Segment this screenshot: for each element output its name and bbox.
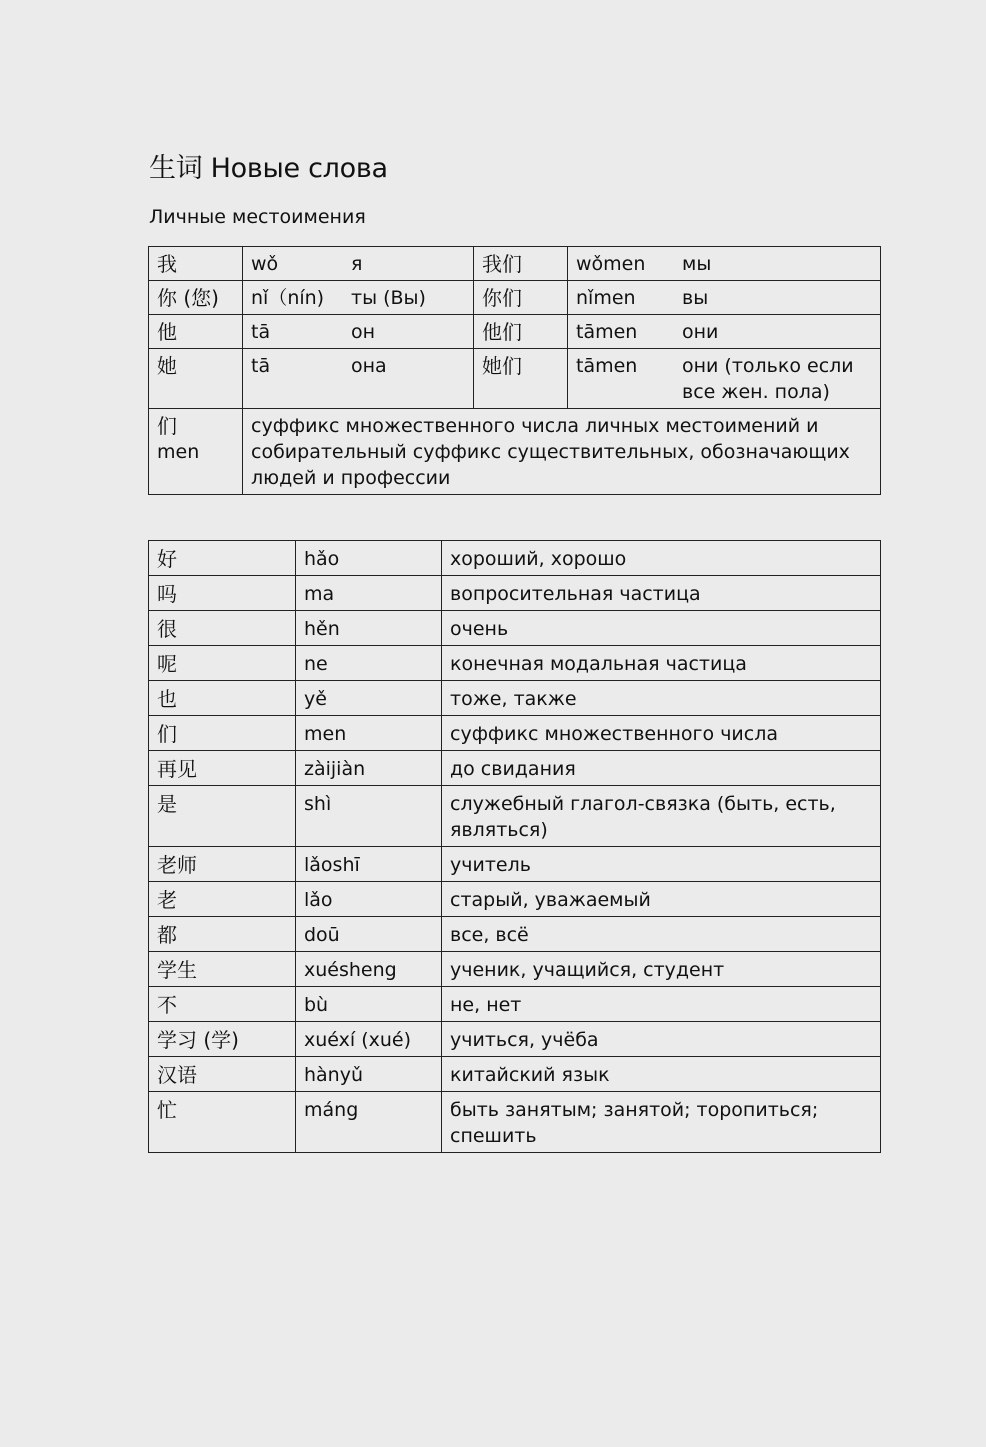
vocab-row [149, 1022, 881, 1057]
vocab-row [149, 611, 881, 646]
plural-pinyin: tāmen [576, 321, 638, 343]
vocab-pinyin: xuésheng [296, 952, 442, 987]
vocab-hanzi: 老师 [149, 847, 296, 882]
meaning: она [351, 355, 387, 377]
vocab-pinyin: lǎoshī [296, 847, 442, 882]
meaning: он [351, 321, 376, 343]
plural-meaning: вы [682, 287, 709, 309]
vocab-hanzi: 吗 [149, 576, 296, 611]
pronoun-row [149, 349, 881, 409]
pronouns-table [148, 246, 881, 495]
vocab-meaning: очень [442, 611, 881, 646]
vocab-hanzi: 都 [149, 917, 296, 952]
vocab-meaning: не, нет [442, 987, 881, 1022]
pronoun-row [149, 281, 881, 315]
pronoun-row [149, 247, 881, 281]
vocab-row [149, 716, 881, 751]
vocab-hanzi: 学生 [149, 952, 296, 987]
vocab-pinyin: men [296, 716, 442, 751]
plural-meaning: они (только если все жен. пола) [682, 355, 854, 403]
vocab-pinyin: ne [296, 646, 442, 681]
pinyin: wǒ [251, 253, 279, 275]
vocab-pinyin: lǎo [296, 882, 442, 917]
vocab-meaning: тоже, также [442, 681, 881, 716]
pronoun-row [149, 315, 881, 349]
vocab-meaning: быть занятым; занятой; торопиться; спешить [442, 1092, 881, 1153]
vocab-hanzi: 老 [149, 882, 296, 917]
plural-meaning: они [682, 321, 719, 343]
vocab-row [149, 1092, 881, 1153]
vocab-meaning: вопросительная частица [442, 576, 881, 611]
vocab-row [149, 681, 881, 716]
plural-pinyin-meaning-cell [568, 247, 881, 281]
vocab-hanzi: 们 [149, 716, 296, 751]
vocab-hanzi: 忙 [149, 1092, 296, 1153]
vocab-pinyin: hànyǔ [296, 1057, 442, 1092]
pinyin-meaning-cell [243, 315, 474, 349]
vocab-pinyin: yě [296, 681, 442, 716]
meaning: я [351, 253, 363, 275]
vocab-row [149, 1057, 881, 1092]
vocab-meaning: суффикс множественного числа [442, 716, 881, 751]
vocab-row [149, 882, 881, 917]
vocab-meaning: служебный глагол-связка (быть, есть, являться) [442, 786, 881, 847]
vocab-row [149, 987, 881, 1022]
pinyin: tā [251, 355, 271, 377]
vocab-meaning: китайский язык [442, 1057, 881, 1092]
vocab-meaning: все, всё [442, 917, 881, 952]
vocab-pinyin: máng [296, 1092, 442, 1153]
plural-hanzi-cell: 她们 [474, 349, 568, 409]
pinyin: tā [251, 321, 271, 343]
vocab-row [149, 847, 881, 882]
pinyin: nǐ（nín) [251, 287, 325, 309]
hanzi-cell: 我 [149, 247, 243, 281]
section-title: Личные местоимения [149, 206, 366, 228]
vocab-pinyin: zàijiàn [296, 751, 442, 786]
vocab-hanzi: 再见 [149, 751, 296, 786]
vocab-pinyin: shì [296, 786, 442, 847]
vocab-pinyin: doū [296, 917, 442, 952]
pinyin-meaning-cell [243, 349, 474, 409]
pinyin-meaning-cell [243, 247, 474, 281]
vocab-meaning: конечная модальная частица [442, 646, 881, 681]
vocab-meaning: учитель [442, 847, 881, 882]
men-description: суффикс множественного числа личных местоимений и собирательный суффикс существительных, обозначающих людей и профессии [243, 409, 881, 495]
vocab-row [149, 917, 881, 952]
vocab-row [149, 541, 881, 576]
vocab-row [149, 786, 881, 847]
vocab-meaning: учиться, учёба [442, 1022, 881, 1057]
plural-pinyin-meaning-cell [568, 281, 881, 315]
vocab-hanzi: 呢 [149, 646, 296, 681]
pinyin-meaning-cell [243, 281, 474, 315]
hanzi-cell: 你 (您) [149, 281, 243, 315]
plural-pinyin-meaning-cell [568, 315, 881, 349]
vocab-hanzi: 不 [149, 987, 296, 1022]
vocab-pinyin: hǎo [296, 541, 442, 576]
plural-pinyin: wǒmen [576, 253, 646, 275]
meaning: ты (Вы) [351, 287, 426, 309]
vocab-pinyin: ma [296, 576, 442, 611]
vocab-pinyin: hěn [296, 611, 442, 646]
vocab-hanzi: 好 [149, 541, 296, 576]
plural-hanzi-cell: 我们 [474, 247, 568, 281]
vocab-row [149, 576, 881, 611]
plural-meaning: мы [682, 253, 712, 275]
vocabulary-table [148, 540, 881, 1153]
vocab-pinyin: xuéxí (xué) [296, 1022, 442, 1057]
vocab-hanzi: 是 [149, 786, 296, 847]
men-suffix-row [149, 409, 881, 495]
vocab-pinyin: bù [296, 987, 442, 1022]
vocab-hanzi: 很 [149, 611, 296, 646]
vocab-row [149, 952, 881, 987]
vocab-meaning: ученик, учащийся, студент [442, 952, 881, 987]
plural-pinyin-meaning-cell [568, 349, 881, 409]
page-title: 生词 Новые слова [149, 153, 388, 184]
vocab-hanzi: 汉语 [149, 1057, 296, 1092]
hanzi-cell: 他 [149, 315, 243, 349]
vocab-meaning: хороший, хорошо [442, 541, 881, 576]
men-cell: 们 men [149, 409, 243, 495]
vocab-hanzi: 也 [149, 681, 296, 716]
hanzi-cell: 她 [149, 349, 243, 409]
plural-pinyin: tāmen [576, 355, 638, 377]
vocab-meaning: до свидания [442, 751, 881, 786]
vocab-row [149, 646, 881, 681]
plural-hanzi-cell: 他们 [474, 315, 568, 349]
plural-pinyin: nǐmen [576, 287, 636, 309]
vocab-row [149, 751, 881, 786]
vocab-meaning: старый, уважаемый [442, 882, 881, 917]
vocab-hanzi: 学习 (学) [149, 1022, 296, 1057]
plural-hanzi-cell: 你们 [474, 281, 568, 315]
